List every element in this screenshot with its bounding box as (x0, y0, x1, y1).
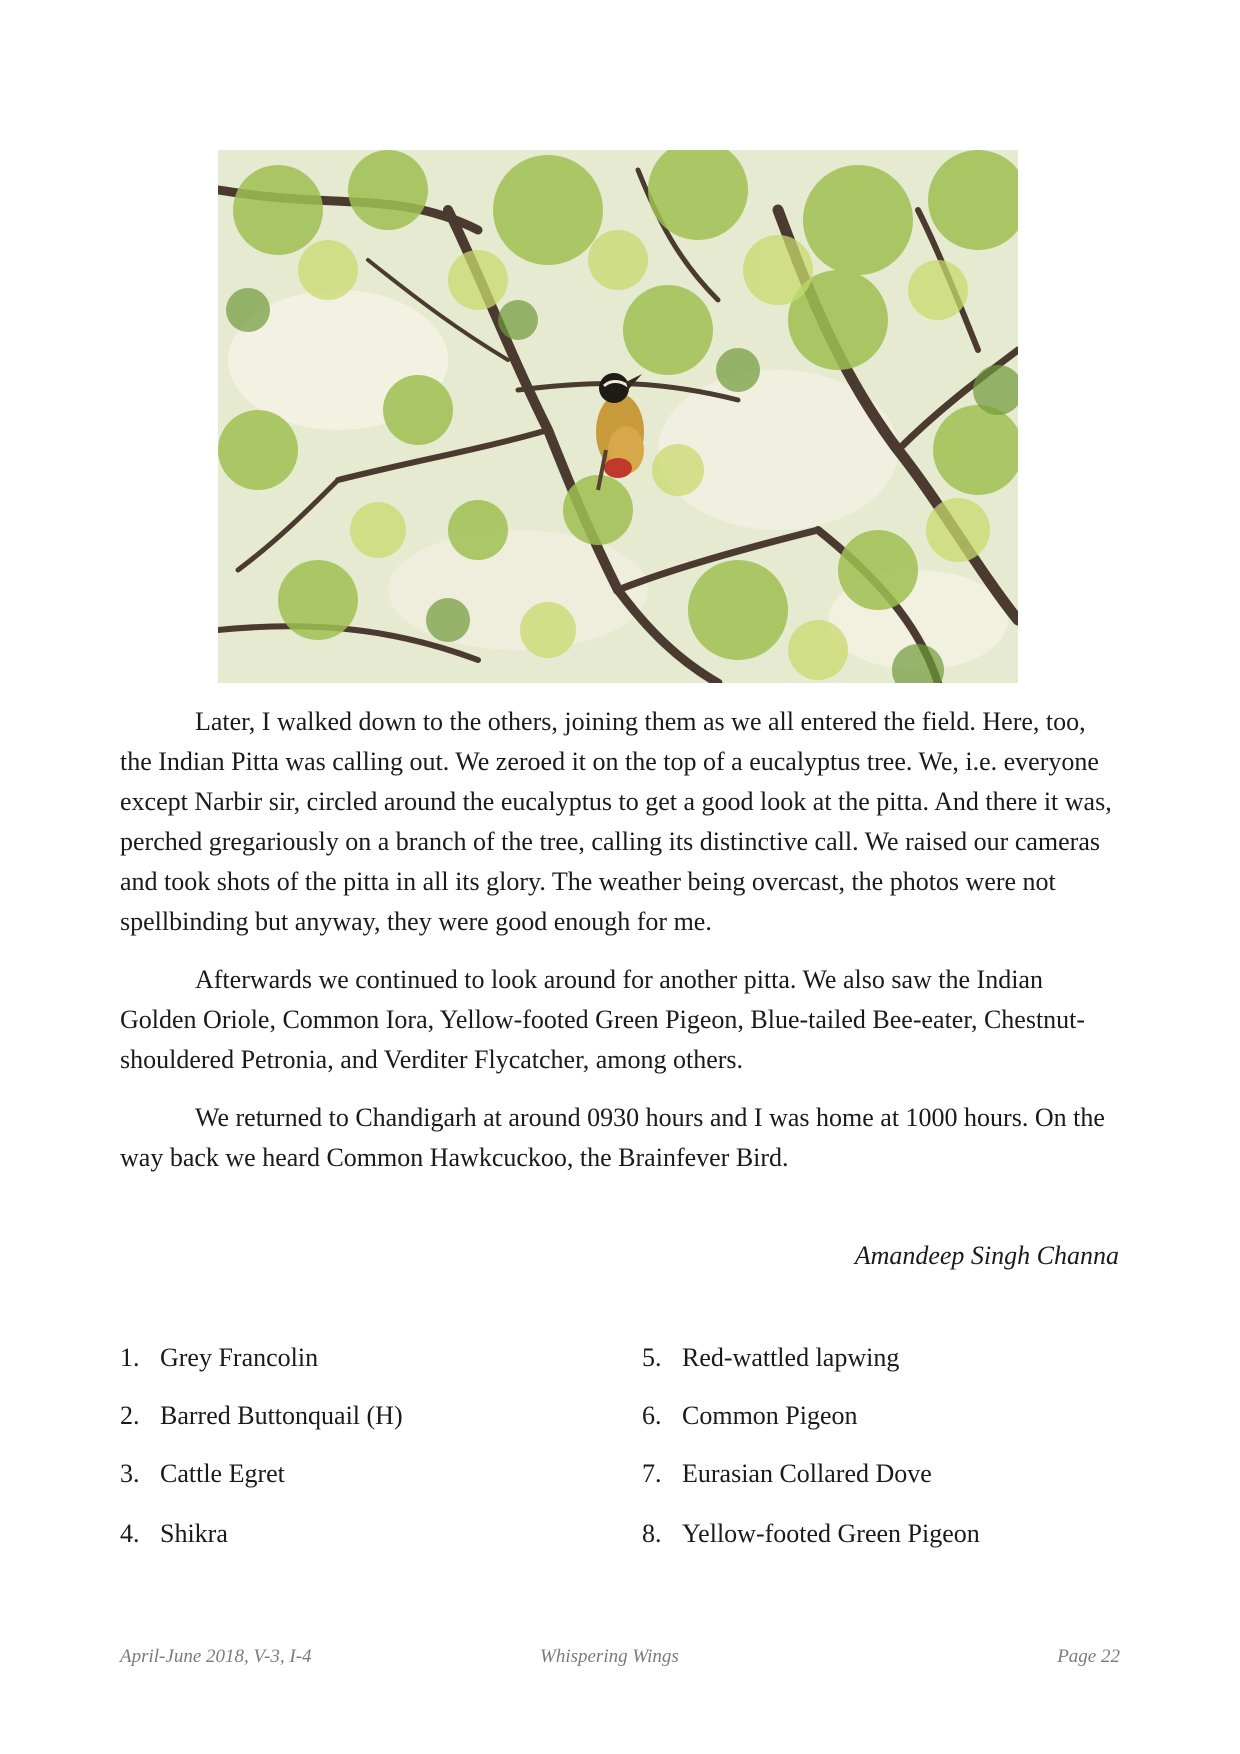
footer-issue: April-June 2018, V-3, I-4 (120, 1646, 312, 1667)
indian-pitta-photo (218, 150, 1018, 683)
list-number: 7. (642, 1459, 662, 1488)
list-number: 2. (120, 1401, 140, 1430)
paragraph-2: Afterwards we continued to look around for another pitta. We also saw the Indian Golden Oriole, Common Iora, Yellow-footed Green Pigeon, Blue-tailed Bee-eater, Chestnut-shouldered Petronia, and Verditer Flycatcher, among others. (120, 965, 1086, 1074)
species-name: Cattle Egret (160, 1459, 285, 1488)
list-item (120, 1517, 228, 1551)
page-footer (120, 1646, 1120, 1676)
footer-publication: Whispering Wings (540, 1646, 679, 1667)
list-item (642, 1517, 980, 1551)
list-item (120, 1341, 318, 1375)
species-name: Yellow-footed Green Pigeon (682, 1519, 980, 1548)
species-name: Red-wattled lapwing (682, 1343, 900, 1372)
species-list (120, 1341, 1120, 1581)
list-number: 6. (642, 1401, 662, 1430)
list-item (642, 1399, 858, 1433)
list-number: 1. (120, 1343, 140, 1372)
paragraph-3: We returned to Chandigarh at around 0930 hours and I was home at 1000 hours. On the way back we heard Common Hawkcuckoo, the Brainfever Bird. (120, 1103, 1105, 1172)
species-name: Common Pigeon (682, 1401, 858, 1430)
list-item (120, 1457, 285, 1491)
species-name: Shikra (160, 1519, 228, 1548)
species-name: Eurasian Collared Dove (682, 1459, 932, 1488)
species-name: Grey Francolin (160, 1343, 319, 1372)
list-item (642, 1457, 932, 1491)
list-number: 8. (642, 1519, 662, 1548)
species-name: Barred Buttonquail (H) (160, 1401, 403, 1430)
paragraph-1: Later, I walked down to the others, joining them as we all entered the field. Here, too, the Indian Pitta was calling out. We zeroed it on the top of a eucalyptus tree. We, i.e. everyone except Narbir sir, circled around the eucalyptus to get a good look at the pitta. And there it was, perched gregariously on a branch of the tree, calling its distinctive call. We raised our cameras and took shots of the pitta in all its glory. The weather being overcast, the photos were not spellbinding but anyway, they were good enough for me. (120, 707, 1112, 936)
footer-page-number: Page 22 (1057, 1646, 1120, 1667)
list-item (642, 1341, 899, 1375)
list-number: 5. (642, 1343, 662, 1372)
list-item (120, 1399, 403, 1433)
list-number: 4. (120, 1519, 140, 1548)
article-body (120, 702, 1120, 1196)
list-number: 3. (120, 1459, 140, 1488)
author-signature: Amandeep Singh Channa (854, 1241, 1119, 1270)
